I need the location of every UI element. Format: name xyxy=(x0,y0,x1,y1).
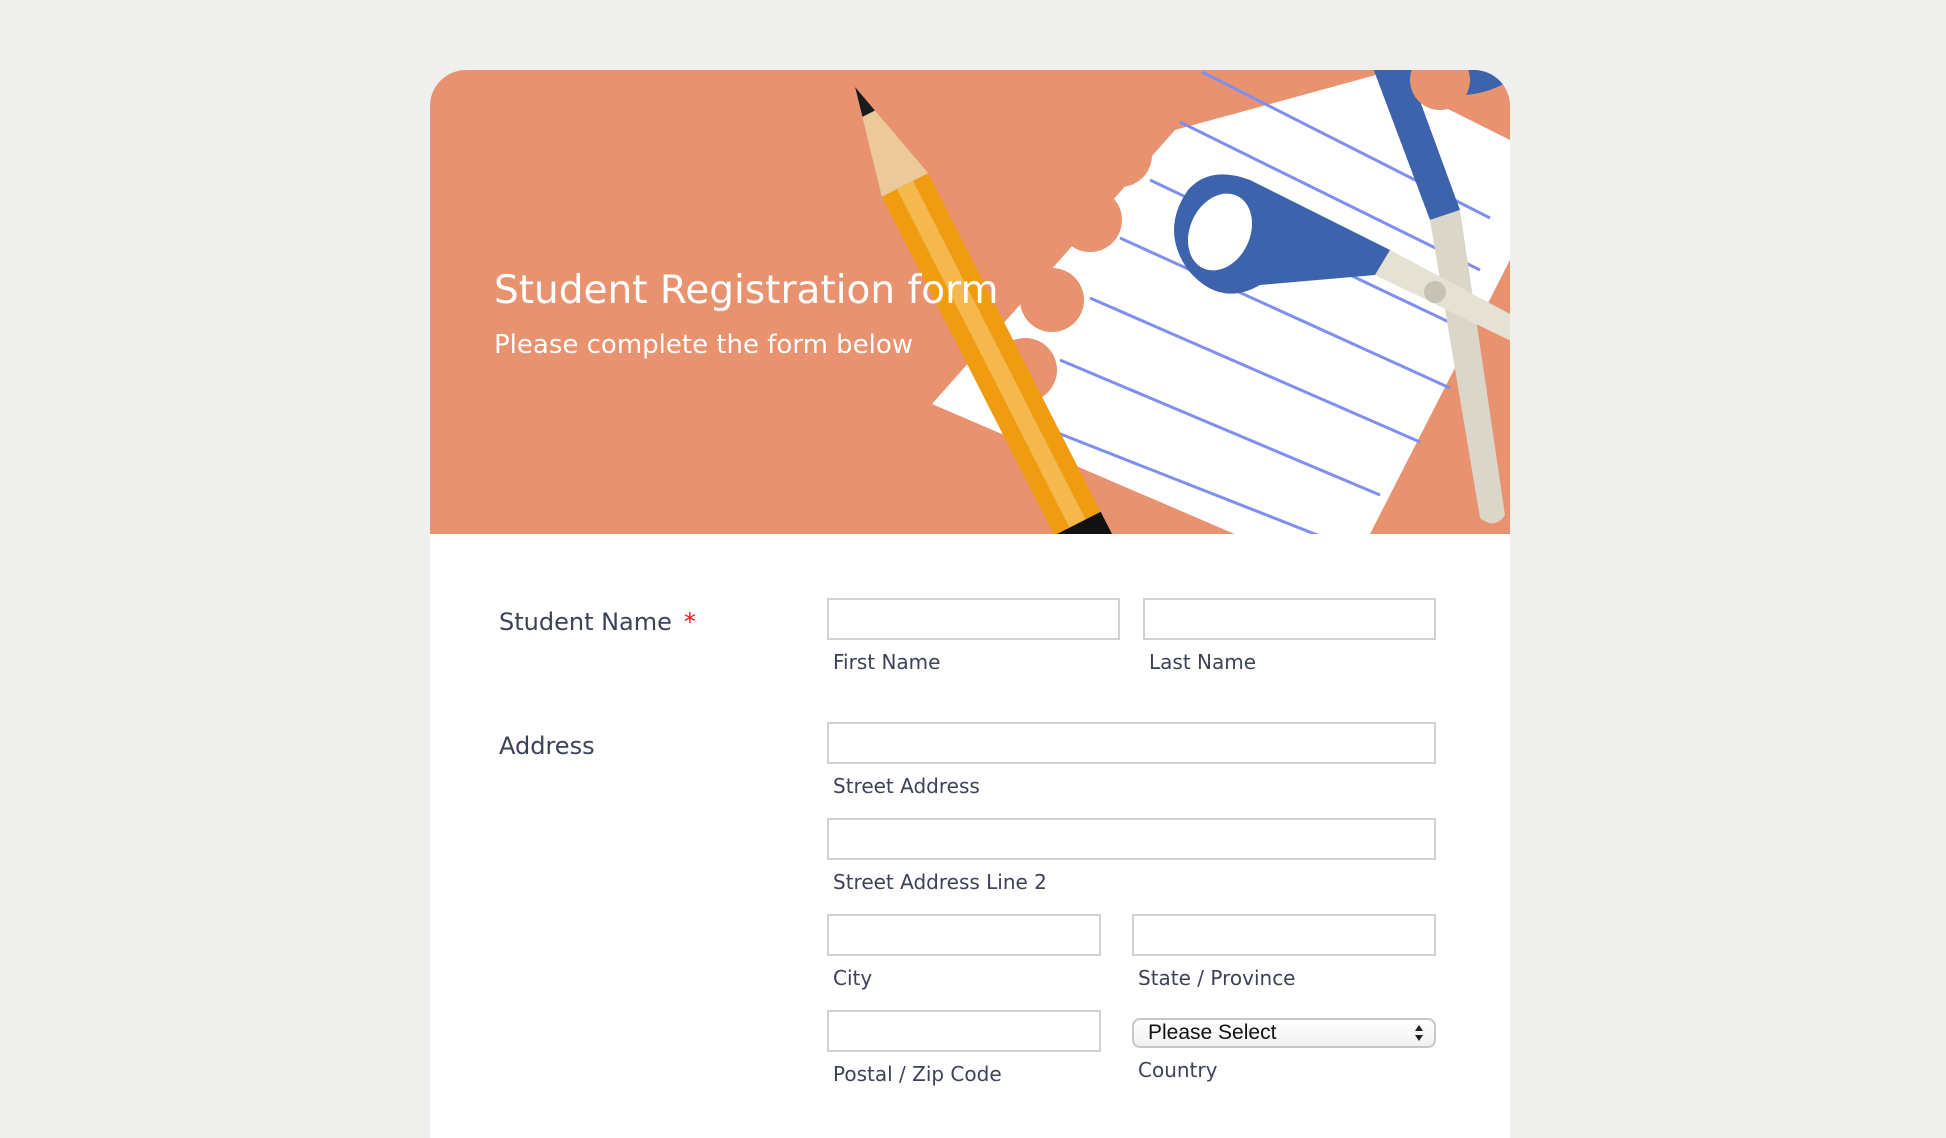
street-address-input[interactable] xyxy=(827,722,1436,764)
form-card xyxy=(430,70,1510,1138)
street-address-line2-sublabel: Street Address Line 2 xyxy=(833,870,1047,894)
form-header xyxy=(430,70,1510,534)
student-name-label-text: Student Name xyxy=(499,608,672,636)
first-name-sublabel: First Name xyxy=(833,650,941,674)
street-address-sublabel: Street Address xyxy=(833,774,980,798)
state-province-sublabel: State / Province xyxy=(1138,966,1296,990)
last-name-sublabel: Last Name xyxy=(1149,650,1257,674)
country-sublabel: Country xyxy=(1138,1058,1218,1082)
first-name-input[interactable] xyxy=(827,598,1120,640)
select-arrows-icon xyxy=(1414,1024,1424,1042)
last-name-input[interactable] xyxy=(1143,598,1436,640)
postal-code-sublabel: Postal / Zip Code xyxy=(833,1062,1002,1086)
city-sublabel: City xyxy=(833,966,873,990)
form-title: Student Registration form xyxy=(494,268,999,313)
country-select-value: Please Select xyxy=(1148,1021,1277,1044)
street-address-line2-input[interactable] xyxy=(827,818,1436,860)
postal-code-input[interactable] xyxy=(827,1010,1101,1052)
required-mark: * xyxy=(683,608,696,636)
state-province-input[interactable] xyxy=(1132,914,1436,956)
address-label: Address xyxy=(499,732,595,760)
city-input[interactable] xyxy=(827,914,1101,956)
student-name-label xyxy=(499,608,696,636)
country-select[interactable] xyxy=(1132,1018,1436,1048)
form-subtitle: Please complete the form below xyxy=(494,330,914,360)
